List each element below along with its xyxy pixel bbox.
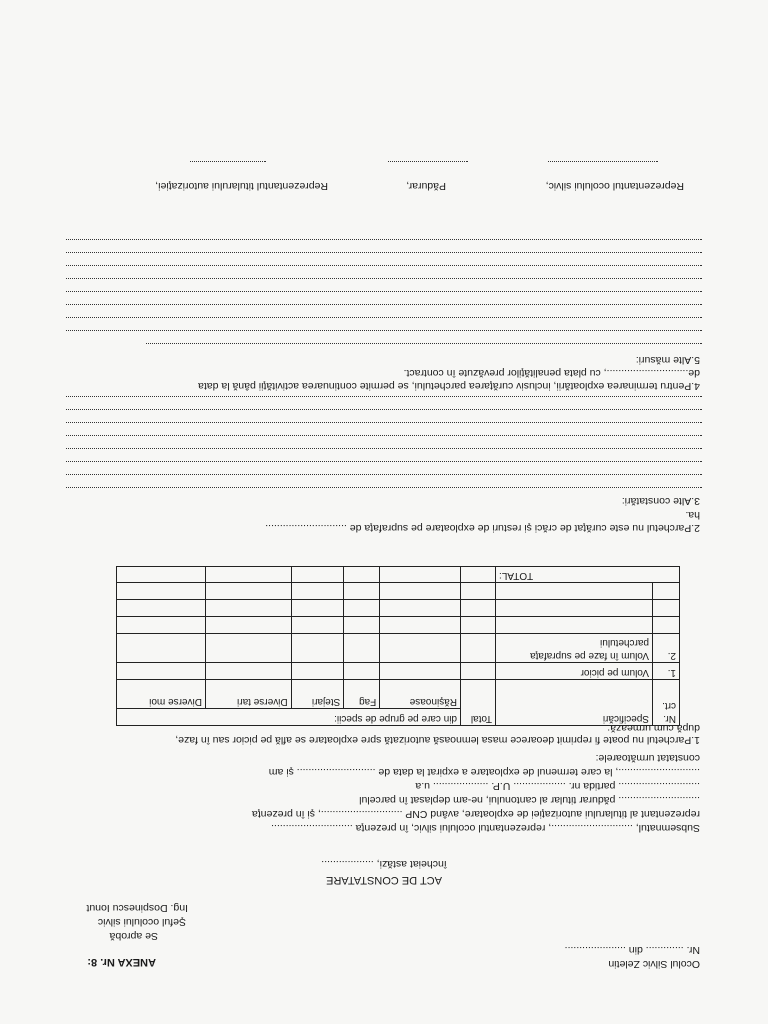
table-total-row	[117, 567, 680, 583]
row-cell	[344, 663, 380, 680]
row-cell	[205, 583, 291, 600]
dotted-line	[66, 304, 702, 305]
row-spec	[496, 600, 653, 617]
paragraph-line-2: reprezentant al titularului autorizaţiei de exploatare, având CNP ............................, şi în prezenţa	[251, 808, 700, 820]
dotted-line	[66, 487, 702, 488]
item-1-line-a: 1.Parchetul nu poate fi reprimit deoarece masa lemnoasă autorizată spre exploatare se află pe picior sau în faze,	[175, 734, 700, 746]
signature-forest-office-label: Reprezentantul ocolului silvic,	[545, 180, 684, 192]
dotted-line	[66, 252, 702, 253]
table-row	[117, 617, 680, 634]
dotted-line	[66, 409, 702, 410]
dotted-line	[66, 265, 702, 266]
office-name: Ocolul Silvic Zeletin	[608, 958, 700, 970]
row-cell	[344, 617, 380, 634]
row-cell	[117, 583, 206, 600]
header-species-group: din care pe grupe de specii:	[117, 709, 461, 726]
registration-number: Nr. ............. din .....................	[564, 944, 700, 956]
table-row	[117, 583, 680, 600]
row-cell	[205, 634, 291, 663]
signature-holder-label: Reprezentantul titularului autorizaţiei,	[155, 180, 328, 192]
row-cell	[205, 663, 291, 680]
row-cell	[461, 567, 496, 583]
species-volume-table	[116, 567, 680, 727]
table-row	[117, 600, 680, 617]
header-species-hardwood: Diverse tari	[205, 680, 291, 709]
paragraph-line-5: ............................, la care termenul de exploatare a expirat la data de ........................... şi am	[268, 766, 700, 778]
row-cell	[344, 583, 380, 600]
row-nr	[653, 600, 680, 617]
dotted-line	[66, 330, 702, 331]
row-spec: Volum pe picior	[496, 663, 653, 680]
item-2-line-a: 2.Parchetul nu este curăţat de crăci şi resturi de exploatare pe suprafaţa de ............................	[265, 522, 700, 534]
row-cell	[380, 663, 461, 680]
row-cell	[461, 583, 496, 600]
row-cell	[291, 567, 344, 583]
document-title: ACT DE CONSTATARE	[326, 874, 442, 886]
row-cell	[380, 617, 461, 634]
item-3-label: 3.Alte constatări:	[621, 495, 700, 507]
signature-ranger-label: Pădurar,	[406, 180, 446, 192]
chief-title: Şeful ocolului silvic	[97, 916, 186, 928]
row-nr: 2.	[653, 634, 680, 663]
row-spec: Volum în faze pe suprafaţa parchetului	[496, 634, 653, 663]
item-4-line-a: 4.Pentru terminarea exploatării, inclusiv curăţarea parchetului, se permite continuarea activităţii până la data	[198, 380, 700, 392]
header-species-softleaf: Diverse moi	[117, 680, 206, 709]
row-cell	[380, 567, 461, 583]
item-1-line-b: după cum urmează:	[607, 722, 700, 734]
paragraph-line-6: constatat următoarele:	[595, 752, 700, 764]
row-cell	[461, 634, 496, 663]
row-spec	[496, 583, 653, 600]
row-cell	[461, 663, 496, 680]
table-row	[117, 663, 680, 680]
header-species-softwood: Răşinoase	[380, 680, 461, 709]
row-nr: 1.	[653, 663, 680, 680]
row-cell	[117, 617, 206, 634]
dotted-line	[66, 435, 702, 436]
row-cell	[344, 634, 380, 663]
row-spec	[496, 617, 653, 634]
annex-label: ANEXA Nr. 8:	[87, 956, 156, 968]
signature-holder-line	[190, 161, 266, 162]
dotted-line	[66, 474, 702, 475]
item-2-line-b: ha.	[685, 509, 700, 521]
signature-ranger-line	[388, 161, 468, 162]
chief-name: Ing. Dospinescu Ionut	[86, 902, 188, 914]
row-cell	[344, 567, 380, 583]
row-cell	[291, 663, 344, 680]
row-cell	[380, 634, 461, 663]
paragraph-line-3: ............................ pădurar titular al cantonului, ne-am deplasat în parcelul	[359, 794, 700, 806]
row-cell	[117, 634, 206, 663]
row-cell	[205, 600, 291, 617]
header-nr: Nr. crt.	[653, 680, 680, 726]
row-cell	[117, 567, 206, 583]
table-row	[117, 634, 680, 663]
row-cell	[380, 583, 461, 600]
row-cell	[117, 600, 206, 617]
dotted-line	[66, 422, 702, 423]
header-species-oak: Stejari	[291, 680, 344, 709]
row-cell	[291, 617, 344, 634]
header-species-beech: Fag	[344, 680, 380, 709]
dotted-line	[66, 291, 702, 292]
row-cell	[291, 634, 344, 663]
row-cell	[380, 600, 461, 617]
row-cell	[461, 600, 496, 617]
approval-label: Se aprobă	[109, 930, 158, 942]
concluded-line: încheiat astăzi, ..................	[321, 858, 447, 870]
header-specifications: Specificări	[496, 680, 653, 726]
paragraph-line-4: ............................ partida nr. .................. U.P. ................... u.a	[415, 780, 700, 792]
item-4-line-b: de............................, cu plata penalităţilor prevăzute în contract.	[403, 367, 700, 379]
row-cell	[291, 583, 344, 600]
item-5-label: 5.Alte măsuri:	[635, 354, 700, 366]
row-cell	[205, 567, 291, 583]
dotted-line	[66, 448, 702, 449]
signature-forest-office-line	[548, 161, 658, 162]
row-cell	[117, 663, 206, 680]
dotted-line	[66, 317, 702, 318]
row-nr	[653, 583, 680, 600]
row-cell	[205, 617, 291, 634]
total-label: TOTAL:	[496, 567, 680, 583]
row-cell	[344, 600, 380, 617]
dotted-line	[146, 343, 702, 344]
row-nr	[653, 617, 680, 634]
dotted-line	[66, 278, 702, 279]
dotted-line	[66, 239, 702, 240]
row-cell	[461, 617, 496, 634]
paragraph-line-1: Subsemnatul, ............................, reprezentantul ocolului silvic, în prezenţa ............................	[271, 822, 700, 834]
dotted-line	[66, 461, 702, 462]
dotted-line	[66, 396, 702, 397]
row-cell	[291, 600, 344, 617]
header-total: Total	[461, 680, 496, 726]
